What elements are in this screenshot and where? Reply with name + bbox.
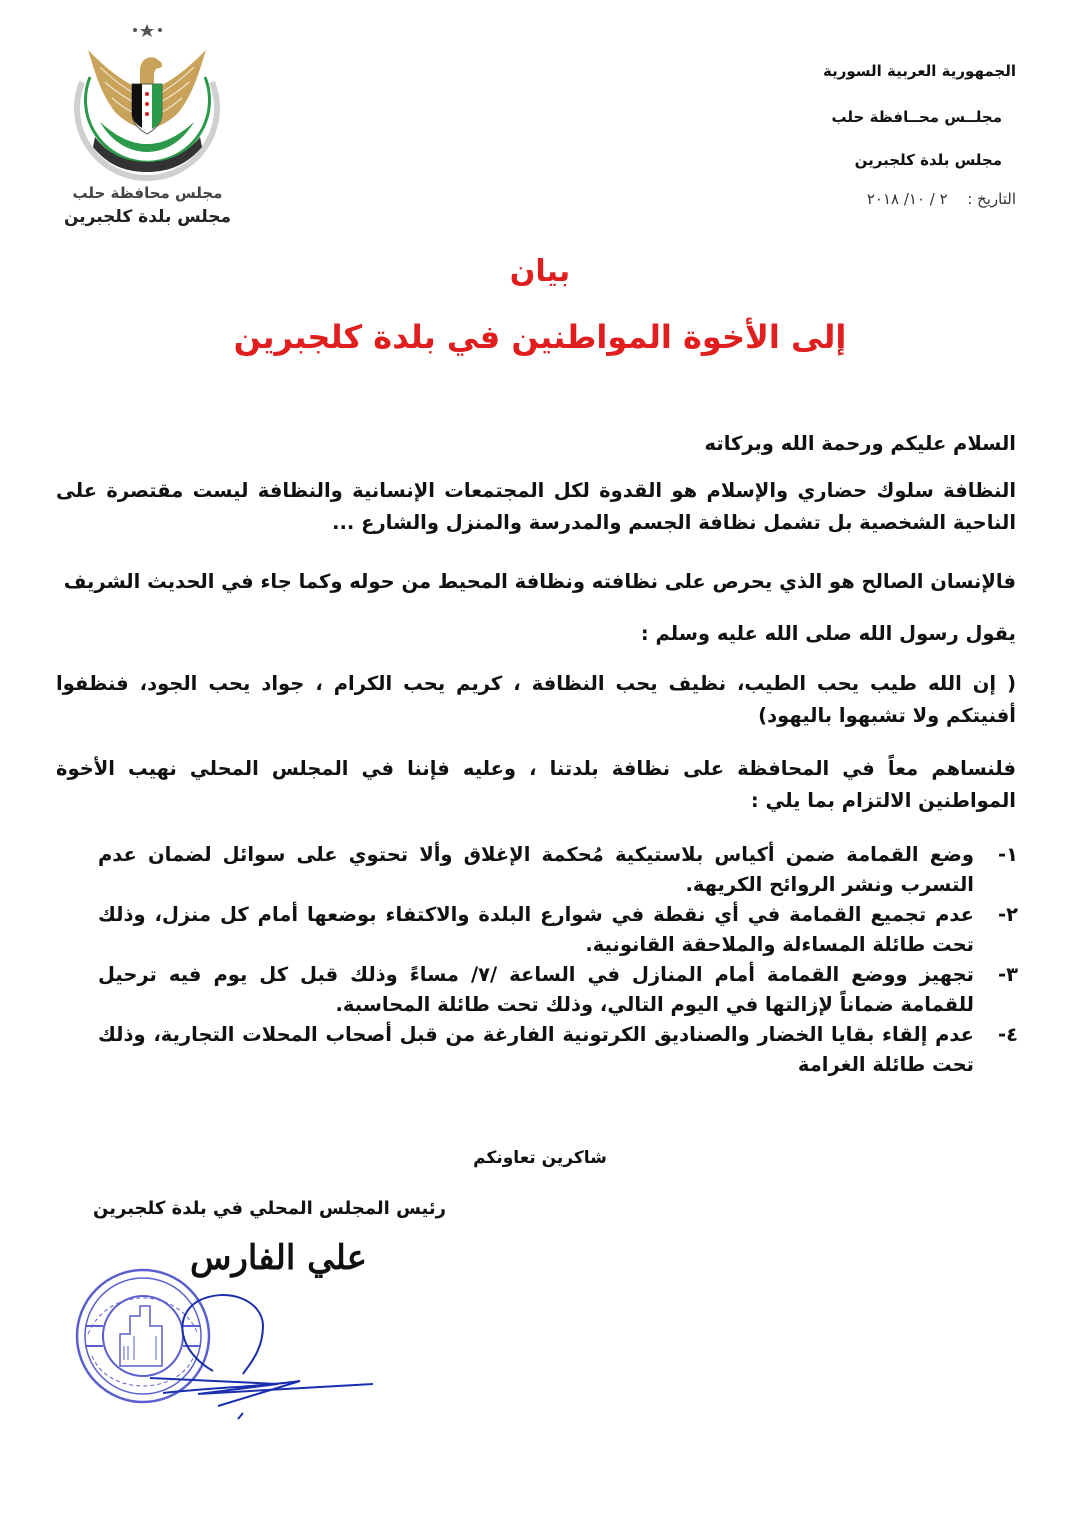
rule-text: وضع القمامة ضمن أكياس بلاستيكية مُحكمة الإغلاق وألا تحتوي على سوائل لضمان عدم التسرب ونشر الروائح الكريهة. <box>98 843 974 896</box>
rule-number: ٤- <box>998 1023 1018 1046</box>
paragraph-cleanliness: النظافة سلوك حضاري والإسلام هو القدوة لكل المجتمعات الإنسانية والنظافة ليست مقتصرة على الناحية الشخصية بل تشمل نظافة الجسم والمدرسة والمنزل والشارع ... <box>56 479 1016 534</box>
greeting: السلام عليكم ورحمة الله وبركاته <box>704 432 1016 455</box>
logo-caption-town: مجلس بلدة كلجبرين <box>63 207 232 227</box>
hadith-quote: ( إن الله طيب يحب الطيب، نظيف يحب النظافة ، كريم يحب الكرام ، جواد يحب الجود، فنظفوا أفنيتكم ولا تشبهوا باليهود) <box>56 672 1016 727</box>
signer-name: علي الفارس <box>190 1238 368 1278</box>
rule-item <box>78 1020 1018 1080</box>
rule-text: عدم تجميع القمامة في أي نقطة في شوارع البلدة والاكتفاء بوضعها أمام كل منزل، وذلك تحت طائلة المساءلة والملاحقة القانونية. <box>98 903 974 956</box>
paragraph-call-to-action: فلنساهم معاً في المحافظة على نظافة بلدتنا ، وعليه فإننا في المجلس المحلي نهيب الأخوة المواطنين الالتزام بما يلي : <box>56 757 1016 812</box>
header-town-council: مجلس بلدة كلجبرين <box>854 151 1002 169</box>
rule-text: عدم إلقاء بقايا الخضار والصناديق الكرتونية الفارغة من قبل أصحاب المحلات التجارية، وذلك تحت طائلة الغرامة <box>98 1023 974 1076</box>
rule-number: ٣- <box>998 963 1018 986</box>
rule-number: ١- <box>998 843 1018 866</box>
signer-title: رئيس المجلس المحلي في بلدة كلجبرين <box>93 1198 446 1219</box>
closing-thanks: شاكرين تعاونكم <box>473 1148 607 1168</box>
header-date <box>867 190 1016 208</box>
official-stamp <box>68 1256 388 1430</box>
document-subtitle: إلى الأخوة المواطنين في بلدة كلجبرين <box>233 318 847 356</box>
rules-list <box>78 840 1018 1080</box>
logo-caption-province: مجلس محافظة حلب <box>72 184 223 202</box>
council-logo <box>60 22 235 232</box>
rule-number: ٢- <box>998 903 1018 926</box>
header-province-council: مجلــس محــافظة حلب <box>831 108 1002 126</box>
header-country: الجمهورية العربية السورية <box>823 62 1016 80</box>
rule-text: تجهيز ووضع القمامة أمام المنازل في الساعة /٧/ مساءً وذلك قبل كل يوم فيه ترحيل للقمامة ضماناً لإزالتها في اليوم التالي، وذلك تحت طائلة المحاسبة. <box>98 963 974 1016</box>
date-value: ٢ / ١٠/ ٢٠١٨ <box>866 190 948 208</box>
date-label: التاريخ : <box>967 190 1016 208</box>
paragraph-prophet-says: يقول رسول الله صلى الله عليه وسلم : <box>640 622 1016 645</box>
document-title: بيان <box>509 254 571 289</box>
stamp-and-signature-icon <box>68 1256 388 1426</box>
rule-item <box>78 840 1018 900</box>
paragraph-good-person: فالإنسان الصالح هو الذي يحرص على نظافته ونظافة المحيط من حوله وكما جاء في الحديث الشريف <box>63 570 1016 593</box>
eagle-emblem-icon <box>60 22 235 182</box>
rule-item <box>78 960 1018 1020</box>
rule-item <box>78 900 1018 960</box>
